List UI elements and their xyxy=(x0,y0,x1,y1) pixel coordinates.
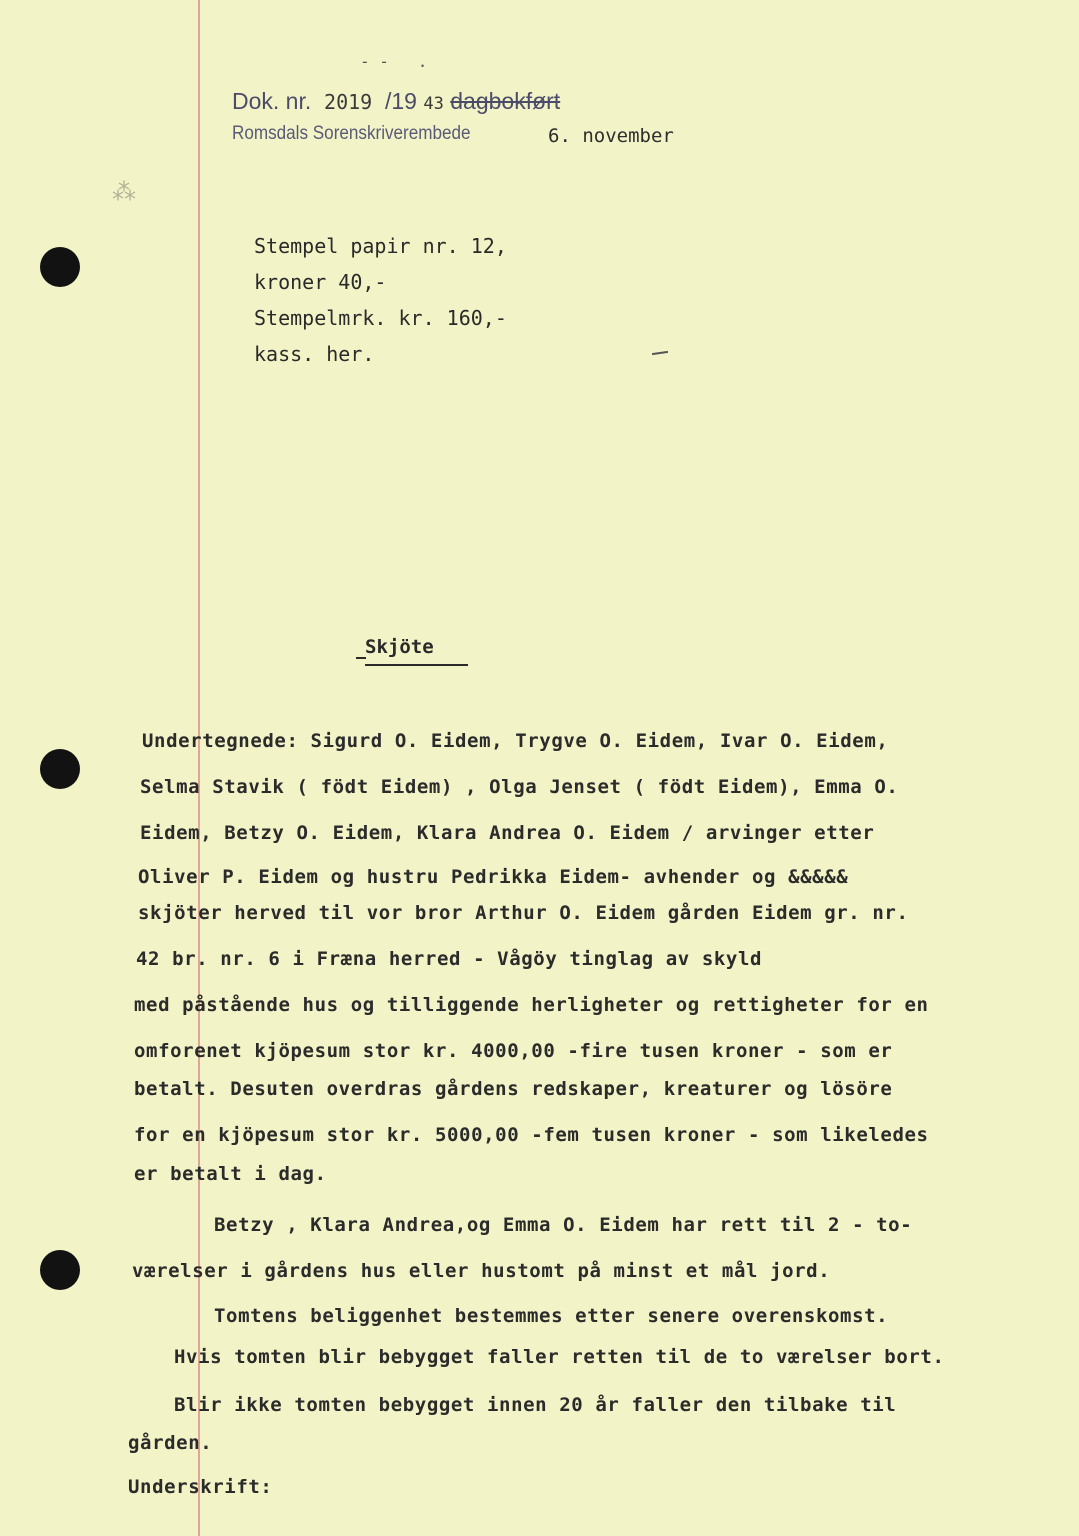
doc-number: 2019 xyxy=(324,90,373,114)
body-line: er betalt i dag. xyxy=(134,1163,327,1185)
body-line: for en kjöpesum stor kr. 5000,00 -fem tusen kroner - som likeledes xyxy=(134,1124,929,1146)
body-line: betalt. Desuten overdras gårdens redskaper, kreaturer og lösöre xyxy=(134,1078,893,1100)
red-margin-line xyxy=(198,0,200,1536)
body-line: gården. xyxy=(128,1432,213,1454)
body-line: Oliver P. Eidem og hustru Pedrikka Eidem- avhender og &&&&& xyxy=(138,866,849,888)
stamp-paper-line: Stempel papir nr. 12, xyxy=(254,234,507,258)
stamp-paper-line: kroner 40,- xyxy=(254,270,387,294)
body-line: Underskrift: xyxy=(128,1476,273,1498)
stamp-marks: - - . xyxy=(360,52,428,71)
stamp-paper-line: Stempelmrk. kr. 160,- xyxy=(254,306,507,330)
stamp-date: 6. november xyxy=(548,125,674,147)
body-line: Betzy , Klara Andrea,og Emma O. Eidem har rett til 2 - to- xyxy=(214,1214,913,1236)
body-line: Eidem, Betzy O. Eidem, Klara Andrea O. Eidem / arvinger etter xyxy=(140,822,875,844)
body-line: 42 br. nr. 6 i Fræna herred - Vågöy tinglag av skyld xyxy=(136,948,763,970)
body-line: Selma Stavik ( födt Eidem) , Olga Jenset ( födt Eidem), Emma O. xyxy=(140,776,899,798)
pencil-tick-icon xyxy=(652,351,668,355)
body-line: omforenet kjöpesum stor kr. 4000,00 -fire tusen kroner - som er xyxy=(134,1040,893,1062)
year-suffix: 43 xyxy=(423,94,444,114)
punch-hole-icon xyxy=(40,1250,80,1290)
registered-label: dagbokført xyxy=(450,88,561,114)
body-line: Tomtens beliggenhet bestemmes etter senere overenskomst. xyxy=(214,1305,889,1327)
office-name: Romsdals Sorenskriverembede xyxy=(232,123,471,144)
stamp-paper-line: kass. her. xyxy=(254,342,375,366)
body-line: med påstående hus og tilliggende herligheter og rettigheter for en xyxy=(134,994,929,1016)
registration-stamp xyxy=(232,88,560,115)
body-line: skjöter herved til vor bror Arthur O. Eidem gården Eidem gr. nr. xyxy=(138,902,909,924)
stamp-paper-block xyxy=(254,228,507,372)
body-line: værelser i gårdens hus eller hustomt på minst et mål jord. xyxy=(132,1260,831,1282)
punch-hole-icon xyxy=(40,247,80,287)
body-line: Undertegnede: Sigurd O. Eidem, Trygve O. Eidem, Ivar O. Eidem, xyxy=(142,730,889,752)
document-title: Skjöte xyxy=(365,636,468,666)
stamp-prefix: Dok. nr. xyxy=(232,88,312,114)
body-line: Hvis tomten blir bebygget faller retten til de to værelser bort. xyxy=(174,1346,945,1368)
scribble-mark-icon: ⁂ xyxy=(112,178,136,206)
year-prefix: /19 xyxy=(385,88,417,114)
punch-hole-icon xyxy=(40,749,80,789)
body-line: Blir ikke tomten bebygget innen 20 år faller den tilbake til xyxy=(174,1394,897,1416)
